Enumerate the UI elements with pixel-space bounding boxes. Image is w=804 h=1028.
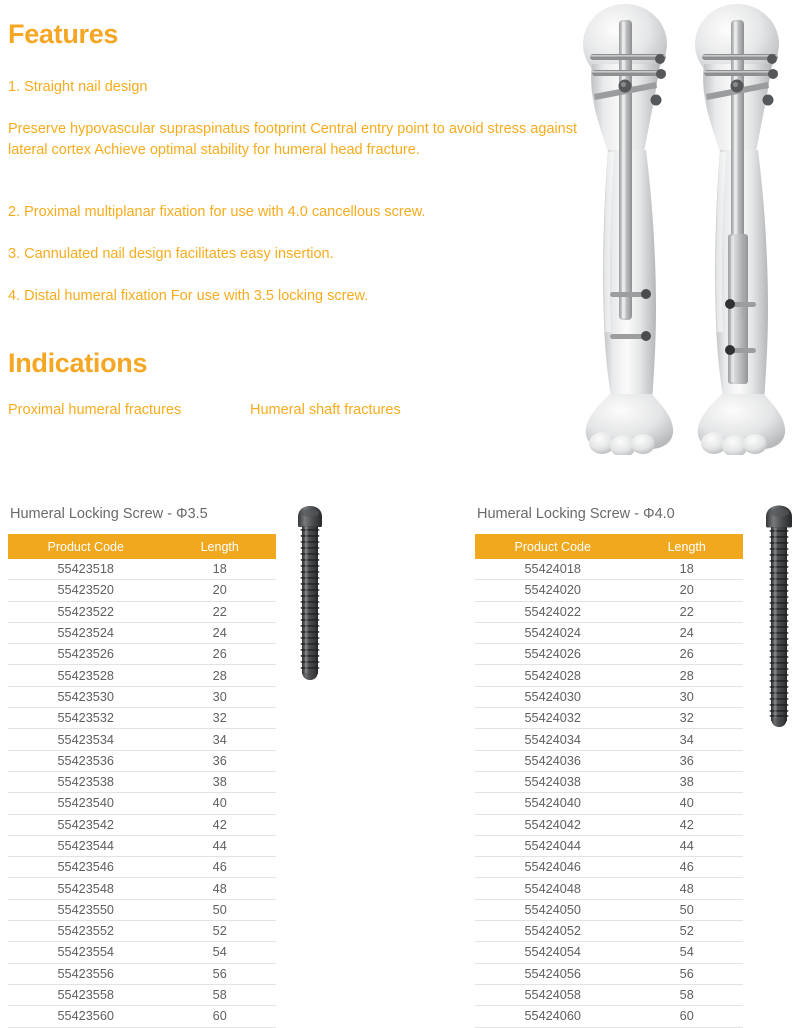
cell-product-code: 55423528 [8, 665, 163, 686]
cell-length: 18 [163, 559, 276, 580]
cell-length: 44 [163, 835, 276, 856]
cell-length: 36 [163, 750, 276, 771]
cell-length: 42 [163, 814, 276, 835]
cell-product-code: 55424042 [475, 814, 630, 835]
table-row [475, 771, 743, 792]
cell-length: 22 [630, 601, 743, 622]
cell-product-code: 55424024 [475, 622, 630, 643]
table-row [475, 708, 743, 729]
cell-product-code: 55424036 [475, 750, 630, 771]
indications-heading: Indications [8, 348, 148, 378]
cell-product-code: 55423518 [8, 559, 163, 580]
table-row [475, 899, 743, 920]
cell-length: 20 [163, 580, 276, 601]
cell-length: 50 [630, 899, 743, 920]
product-table-4-0 [475, 534, 743, 1028]
table-row [475, 921, 743, 942]
table-title-4-0: Humeral Locking Screw - Φ4.0 [477, 506, 675, 522]
table-row [8, 942, 276, 963]
table-row [475, 835, 743, 856]
cell-length: 26 [163, 644, 276, 665]
cell-product-code: 55424022 [475, 601, 630, 622]
cell-product-code: 55423554 [8, 942, 163, 963]
feature-item-3: 3. Cannulated nail design facilitates easy insertion. [8, 246, 334, 262]
feature-description: Preserve hypovascular supraspinatus footprint Central entry point to avoid stress against lateral cortex Achieve optimal stability for humeral head fracture. [8, 121, 578, 158]
cell-product-code: 55424052 [475, 921, 630, 942]
cell-length: 52 [163, 921, 276, 942]
table-row [8, 665, 276, 686]
table-row [8, 899, 276, 920]
table-row [475, 814, 743, 835]
cell-product-code: 55424038 [475, 771, 630, 792]
table-row [8, 601, 276, 622]
cell-product-code: 55423560 [8, 1006, 163, 1027]
table-row [475, 857, 743, 878]
cell-product-code: 55423522 [8, 601, 163, 622]
indication-item-proximal: Proximal humeral fractures [8, 402, 182, 418]
cell-product-code: 55424030 [475, 686, 630, 707]
cell-product-code: 55424050 [475, 899, 630, 920]
cell-product-code: 55424060 [475, 1006, 630, 1027]
table-row [475, 878, 743, 899]
table-row [8, 729, 276, 750]
table-row [475, 665, 743, 686]
cell-length: 56 [630, 963, 743, 984]
cell-length: 26 [630, 644, 743, 665]
cell-length: 58 [163, 984, 276, 1005]
table-row [8, 580, 276, 601]
locking-screw-3-5-icon [288, 503, 332, 681]
column-header-length: Length [630, 534, 743, 559]
table-row [475, 686, 743, 707]
cell-product-code: 55423534 [8, 729, 163, 750]
column-header-product-code: Product Code [8, 534, 163, 559]
cell-product-code: 55423526 [8, 644, 163, 665]
cell-product-code: 55423550 [8, 899, 163, 920]
cell-length: 30 [630, 686, 743, 707]
cell-length: 58 [630, 984, 743, 1005]
table-row [475, 963, 743, 984]
table-title-3-5: Humeral Locking Screw - Φ3.5 [10, 506, 208, 522]
cell-length: 60 [163, 1006, 276, 1027]
cell-length: 44 [630, 835, 743, 856]
table-row [8, 771, 276, 792]
cell-product-code: 55424020 [475, 580, 630, 601]
cell-product-code: 55424026 [475, 644, 630, 665]
cell-length: 18 [630, 559, 743, 580]
cell-product-code: 55424044 [475, 835, 630, 856]
cell-length: 48 [630, 878, 743, 899]
table-row [8, 622, 276, 643]
table-row [8, 793, 276, 814]
cell-length: 48 [163, 878, 276, 899]
table-row [475, 793, 743, 814]
cell-length: 38 [630, 771, 743, 792]
table-row [8, 644, 276, 665]
cell-product-code: 55424028 [475, 665, 630, 686]
cell-product-code: 55424046 [475, 857, 630, 878]
cell-length: 54 [163, 942, 276, 963]
cell-length: 36 [630, 750, 743, 771]
cell-length: 46 [163, 857, 276, 878]
cell-product-code: 55423558 [8, 984, 163, 1005]
cell-product-code: 55424058 [475, 984, 630, 1005]
table-row [475, 559, 743, 580]
cell-product-code: 55424018 [475, 559, 630, 580]
table-row [475, 601, 743, 622]
cell-length: 20 [630, 580, 743, 601]
cell-product-code: 55423532 [8, 708, 163, 729]
cell-product-code: 55424048 [475, 878, 630, 899]
table-row [8, 878, 276, 899]
cell-length: 22 [163, 601, 276, 622]
locking-screw-4-0-icon [757, 503, 801, 728]
table-row [475, 750, 743, 771]
cell-length: 32 [630, 708, 743, 729]
cell-product-code: 55423538 [8, 771, 163, 792]
table-row [475, 984, 743, 1005]
product-table-block-4-0 [475, 505, 743, 1028]
cell-length: 42 [630, 814, 743, 835]
table-body [475, 559, 743, 1027]
table-header-row [475, 534, 743, 559]
column-header-product-code: Product Code [475, 534, 630, 559]
cell-product-code: 55424032 [475, 708, 630, 729]
feature-item-2: 2. Proximal multiplanar fixation for use with 4.0 cancellous screw. [8, 204, 426, 220]
table-row [475, 644, 743, 665]
cell-length: 54 [630, 942, 743, 963]
cell-product-code: 55423542 [8, 814, 163, 835]
table-row [8, 921, 276, 942]
cell-length: 24 [630, 622, 743, 643]
table-row [8, 814, 276, 835]
table-row [8, 708, 276, 729]
cell-length: 40 [163, 793, 276, 814]
cell-product-code: 55424034 [475, 729, 630, 750]
cell-product-code: 55423544 [8, 835, 163, 856]
cell-product-code: 55423536 [8, 750, 163, 771]
features-heading: Features [8, 19, 119, 49]
cell-length: 28 [163, 665, 276, 686]
cell-length: 38 [163, 771, 276, 792]
cell-length: 30 [163, 686, 276, 707]
cell-length: 40 [630, 793, 743, 814]
cell-length: 60 [630, 1006, 743, 1027]
cell-length: 28 [630, 665, 743, 686]
cell-length: 56 [163, 963, 276, 984]
table-row [8, 835, 276, 856]
table-row [8, 857, 276, 878]
humerus-bone-illustration [568, 0, 804, 455]
cell-product-code: 55424056 [475, 963, 630, 984]
column-header-length: Length [163, 534, 276, 559]
table-row [475, 942, 743, 963]
cell-product-code: 55424054 [475, 942, 630, 963]
cell-length: 32 [163, 708, 276, 729]
cell-product-code: 55423552 [8, 921, 163, 942]
cell-product-code: 55424040 [475, 793, 630, 814]
cell-length: 50 [163, 899, 276, 920]
cell-length: 34 [163, 729, 276, 750]
table-row [475, 580, 743, 601]
product-table-block-3-5 [8, 505, 276, 1028]
table-body [8, 559, 276, 1027]
table-row [8, 963, 276, 984]
table-row [8, 559, 276, 580]
cell-product-code: 55423530 [8, 686, 163, 707]
cell-product-code: 55423548 [8, 878, 163, 899]
cell-product-code: 55423524 [8, 622, 163, 643]
table-row [8, 750, 276, 771]
cell-length: 34 [630, 729, 743, 750]
cell-product-code: 55423546 [8, 857, 163, 878]
table-row [475, 622, 743, 643]
feature-item-1: 1. Straight nail design [8, 79, 148, 95]
product-table-3-5 [8, 534, 276, 1028]
table-row [8, 686, 276, 707]
cell-product-code: 55423540 [8, 793, 163, 814]
cell-length: 52 [630, 921, 743, 942]
table-row [8, 984, 276, 1005]
cell-length: 46 [630, 857, 743, 878]
table-row [475, 729, 743, 750]
cell-product-code: 55423556 [8, 963, 163, 984]
cell-length: 24 [163, 622, 276, 643]
feature-item-4: 4. Distal humeral fixation For use with 3.5 locking screw. [8, 288, 369, 304]
indication-item-shaft: Humeral shaft fractures [250, 402, 401, 418]
cell-product-code: 55423520 [8, 580, 163, 601]
table-header-row [8, 534, 276, 559]
